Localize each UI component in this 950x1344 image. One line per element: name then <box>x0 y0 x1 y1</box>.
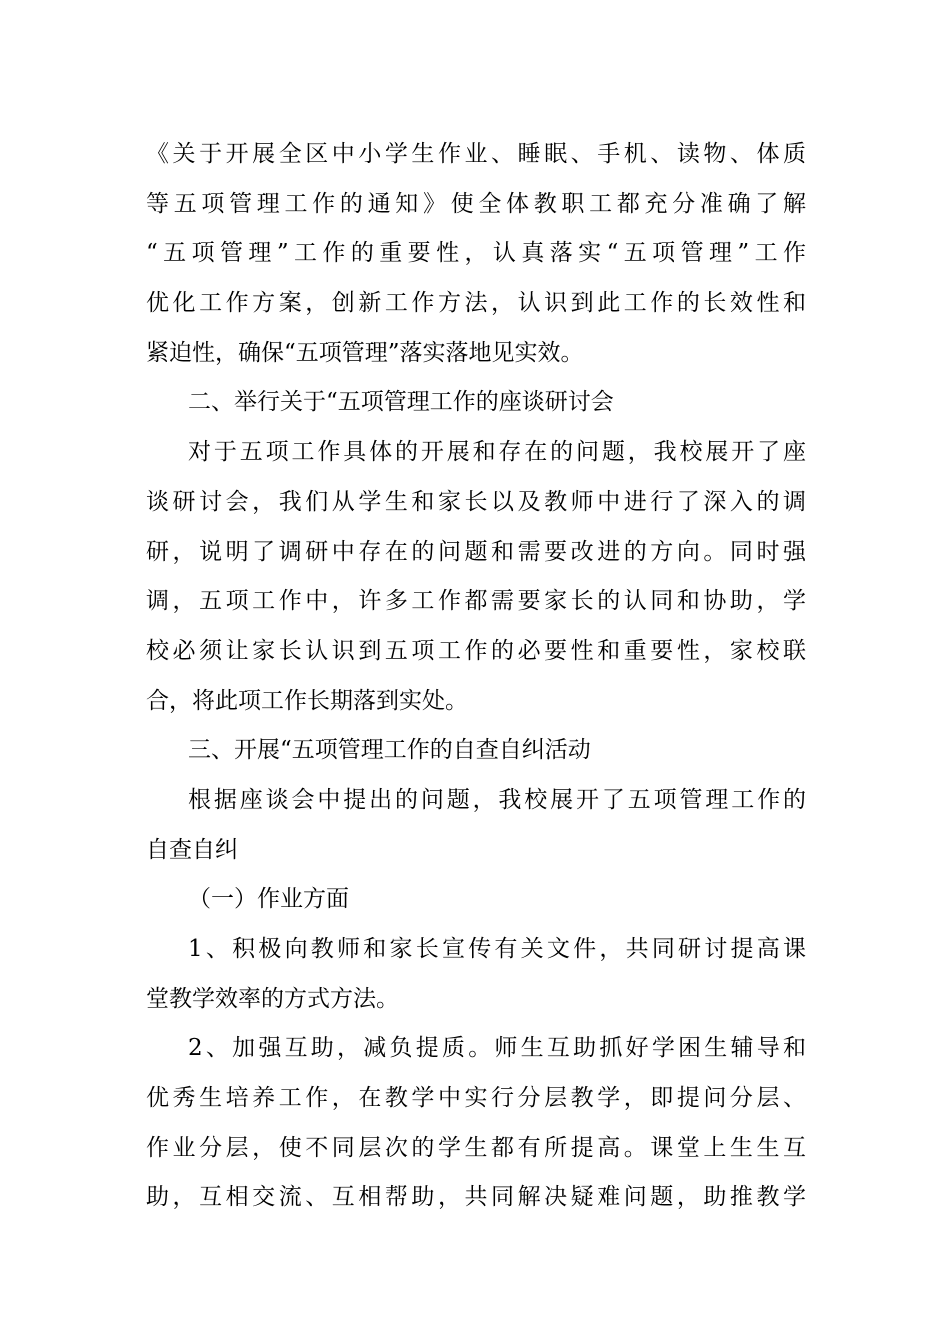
text-line: 三、开展“五项管理工作的自查自纠活动 <box>188 737 591 764</box>
text-line: 1、积极向教师和家长宣传有关文件，共同研讨提高课 <box>188 936 806 962</box>
text-line: 2、加强互助，减负提质。师生互助抓好学困生辅导和 <box>188 1035 806 1062</box>
text-line: 《关于开展全区中小学生作业、睡眠、手机、读物、体质 <box>146 141 806 167</box>
text-line: “五项管理”工作的重要性，认真落实“五项管理”工作 <box>146 240 806 267</box>
text-line: 作业分层，使不同层次的学生都有所提高。课堂上生生互 <box>146 1134 806 1161</box>
text-line: 优化工作方案，创新工作方法，认识到此工作的长效性和 <box>146 290 806 317</box>
text-line: 谈研讨会，我们从学生和家长以及教师中进行了深入的调 <box>146 488 806 515</box>
text-line: 助，互相交流、互相帮助，共同解决疑难问题，助推教学 <box>146 1184 806 1211</box>
text-line: 紧迫性，确保“五项管理”落实落地见实效。 <box>146 339 584 366</box>
text-line: 对于五项工作具体的开展和存在的问题，我校展开了座 <box>188 439 806 466</box>
document-body <box>146 130 806 1223</box>
text-line: 研，说明了调研中存在的问题和需要改进的方向。同时强 <box>146 538 806 565</box>
text-line: 校必须让家长认识到五项工作的必要性和重要性，家校联 <box>146 637 806 664</box>
text-line: 堂教学效率的方式方法。 <box>146 985 399 1012</box>
text-line: 自查自纠 <box>146 836 238 863</box>
text-line: 调，五项工作中，许多工作都需要家长的认同和协助，学 <box>146 588 806 615</box>
text-line: （一）作业方面 <box>188 886 349 913</box>
text-line: 优秀生培养工作，在教学中实行分层教学，即提问分层、 <box>146 1085 806 1112</box>
text-line: 二、举行关于“五项管理工作的座谈研讨会 <box>188 389 614 416</box>
text-line: 合，将此项工作长期落到实处。 <box>146 687 468 714</box>
text-line: 根据座谈会中提出的问题，我校展开了五项管理工作的 <box>188 786 806 813</box>
text-line: 等五项管理工作的通知》使全体教职工都充分准确了解 <box>146 190 806 217</box>
